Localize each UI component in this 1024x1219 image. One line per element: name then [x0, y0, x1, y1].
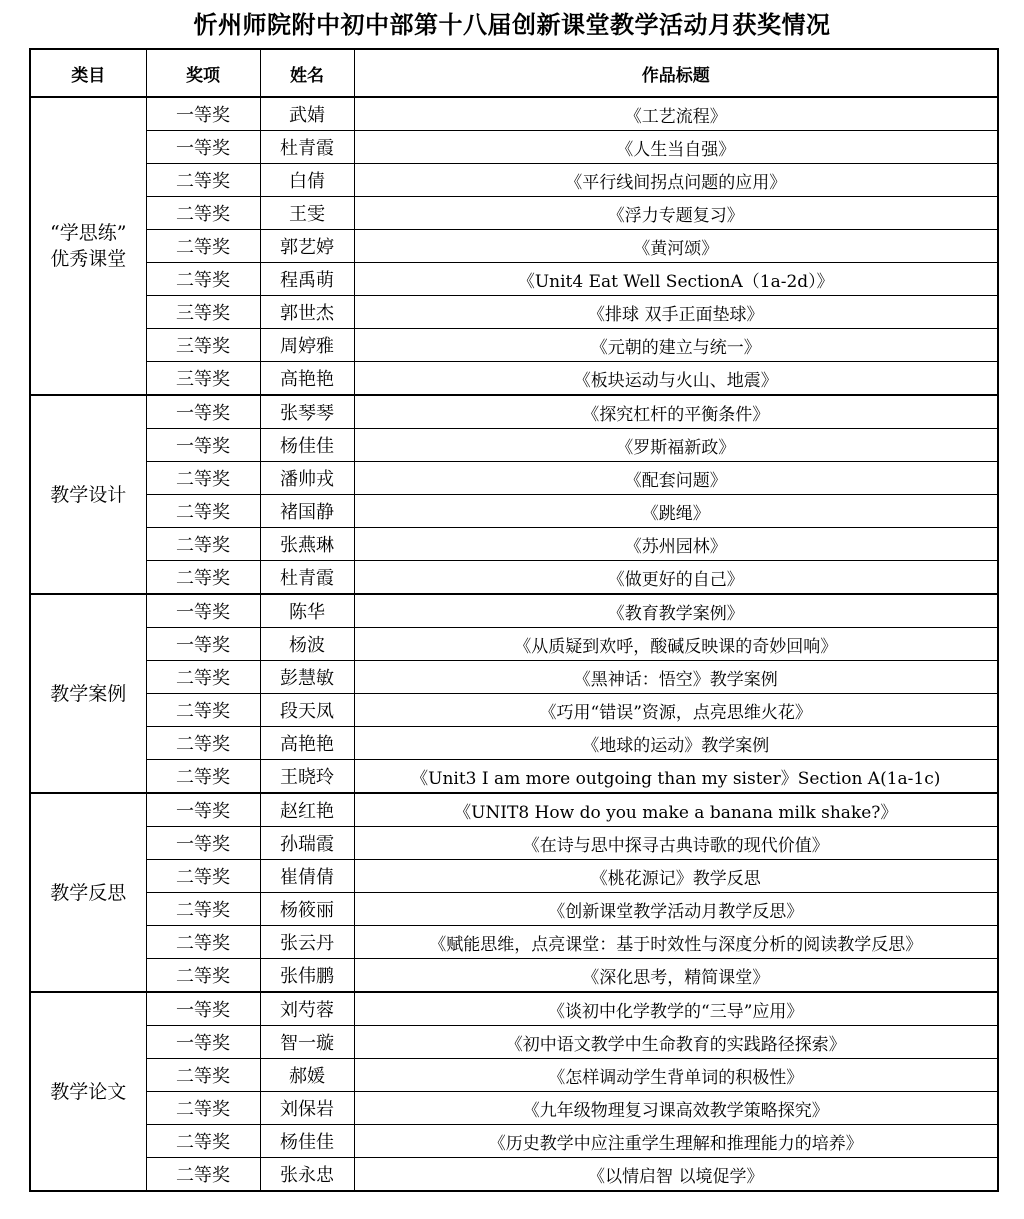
work-title-cell: 《赋能思维，点亮课堂：基于时效性与深度分析的阅读教学反思》: [354, 926, 998, 959]
award-cell: 三等奖: [146, 329, 260, 362]
column-header-work-title: 作品标题: [354, 49, 998, 97]
award-cell: 二等奖: [146, 760, 260, 794]
category-cell: 教学案例: [30, 594, 146, 793]
table-row: [30, 926, 998, 959]
work-title-cell: 《Unit4 Eat Well SectionA（1a-2d）》: [354, 263, 998, 296]
table-row: [30, 661, 998, 694]
name-cell: 程禹萌: [260, 263, 354, 296]
work-title-cell: 《平行线间拐点问题的应用》: [354, 164, 998, 197]
work-title-cell: 《桃花源记》教学反思: [354, 860, 998, 893]
award-cell: 一等奖: [146, 827, 260, 860]
name-cell: 褚国静: [260, 495, 354, 528]
award-cell: 一等奖: [146, 992, 260, 1026]
table-row: [30, 164, 998, 197]
name-cell: 孙瑞霞: [260, 827, 354, 860]
name-cell: 王雯: [260, 197, 354, 230]
table-row: [30, 992, 998, 1026]
work-title-cell: 《在诗与思中探寻古典诗歌的现代价值》: [354, 827, 998, 860]
table-row: [30, 97, 998, 131]
name-cell: 杨佳佳: [260, 1125, 354, 1158]
award-cell: 二等奖: [146, 893, 260, 926]
work-title-cell: 《谈初中化学教学的“三导”应用》: [354, 992, 998, 1026]
name-cell: 郭世杰: [260, 296, 354, 329]
table-row: [30, 131, 998, 164]
table-row: [30, 594, 998, 628]
table-row: [30, 495, 998, 528]
name-cell: 张伟鹏: [260, 959, 354, 993]
award-cell: 二等奖: [146, 860, 260, 893]
name-cell: 杨波: [260, 628, 354, 661]
award-cell: 二等奖: [146, 1059, 260, 1092]
name-cell: 彭慧敏: [260, 661, 354, 694]
work-title-cell: 《怎样调动学生背单词的积极性》: [354, 1059, 998, 1092]
award-cell: 三等奖: [146, 362, 260, 396]
table-row: [30, 893, 998, 926]
award-cell: 一等奖: [146, 97, 260, 131]
table-row: [30, 362, 998, 396]
name-cell: 赵红艳: [260, 793, 354, 827]
work-title-cell: 《初中语文教学中生命教育的实践路径探索》: [354, 1026, 998, 1059]
table-row: [30, 1059, 998, 1092]
name-cell: 杨筱丽: [260, 893, 354, 926]
work-title-cell: 《做更好的自己》: [354, 561, 998, 595]
award-cell: 二等奖: [146, 561, 260, 595]
document-title: 忻州师院附中初中部第十八届创新课堂教学活动月获奖情况: [193, 11, 831, 39]
name-cell: 智一璇: [260, 1026, 354, 1059]
name-cell: 高艳艳: [260, 362, 354, 396]
award-cell: 二等奖: [146, 959, 260, 993]
category-cell: 教学反思: [30, 793, 146, 992]
work-title-cell: 《巧用“错误”资源，点亮思维火花》: [354, 694, 998, 727]
work-title-cell: 《板块运动与火山、地震》: [354, 362, 998, 396]
name-cell: 白倩: [260, 164, 354, 197]
award-cell: 二等奖: [146, 230, 260, 263]
work-title-cell: 《UNIT8 How do you make a banana milk shake?》: [354, 793, 998, 827]
name-cell: 杨佳佳: [260, 429, 354, 462]
award-cell: 一等奖: [146, 628, 260, 661]
name-cell: 张永忠: [260, 1158, 354, 1192]
awards-table-body: [30, 97, 998, 1191]
category-cell: 教学设计: [30, 395, 146, 594]
table-row: [30, 230, 998, 263]
table-row: [30, 1092, 998, 1125]
name-cell: 刘芍蓉: [260, 992, 354, 1026]
award-cell: 三等奖: [146, 296, 260, 329]
name-cell: 段天凤: [260, 694, 354, 727]
award-cell: 二等奖: [146, 661, 260, 694]
work-title-cell: 《Unit3 I am more outgoing than my sister》Section A(1a-1c): [354, 760, 998, 794]
work-title-cell: 《教育教学案例》: [354, 594, 998, 628]
work-title-cell: 《创新课堂教学活动月教学反思》: [354, 893, 998, 926]
column-header-category: 类目: [30, 49, 146, 97]
work-title-cell: 《工艺流程》: [354, 97, 998, 131]
table-row: [30, 1125, 998, 1158]
work-title-cell: 《罗斯福新政》: [354, 429, 998, 462]
table-row: [30, 959, 998, 993]
name-cell: 武婧: [260, 97, 354, 131]
name-cell: 郭艺婷: [260, 230, 354, 263]
name-cell: 陈华: [260, 594, 354, 628]
table-row: [30, 528, 998, 561]
table-row: [30, 860, 998, 893]
column-header-award: 奖项: [146, 49, 260, 97]
name-cell: 杜青霞: [260, 561, 354, 595]
name-cell: 张琴琴: [260, 395, 354, 429]
award-cell: 二等奖: [146, 164, 260, 197]
table-row: [30, 827, 998, 860]
work-title-cell: 《深化思考，精简课堂》: [354, 959, 998, 993]
award-cell: 二等奖: [146, 1158, 260, 1192]
table-row: [30, 296, 998, 329]
work-title-cell: 《黄河颂》: [354, 230, 998, 263]
work-title-cell: 《人生当自强》: [354, 131, 998, 164]
award-cell: 二等奖: [146, 694, 260, 727]
work-title-cell: 《探究杠杆的平衡条件》: [354, 395, 998, 429]
award-cell: 一等奖: [146, 1026, 260, 1059]
table-row: [30, 694, 998, 727]
work-title-cell: 《排球 双手正面垫球》: [354, 296, 998, 329]
category-cell: “学思练” 优秀课堂: [30, 97, 146, 395]
award-cell: 二等奖: [146, 528, 260, 561]
table-row: [30, 1158, 998, 1192]
award-cell: 二等奖: [146, 495, 260, 528]
award-cell: 二等奖: [146, 727, 260, 760]
name-cell: 杜青霞: [260, 131, 354, 164]
table-row: [30, 197, 998, 230]
award-cell: 二等奖: [146, 926, 260, 959]
table-header-row: [30, 49, 998, 97]
work-title-cell: 《跳绳》: [354, 495, 998, 528]
work-title-cell: 《九年级物理复习课高效教学策略探究》: [354, 1092, 998, 1125]
work-title-cell: 《从质疑到欢呼，酸碱反映课的奇妙回响》: [354, 628, 998, 661]
column-header-name: 姓名: [260, 49, 354, 97]
name-cell: 周婷雅: [260, 329, 354, 362]
work-title-cell: 《配套问题》: [354, 462, 998, 495]
award-cell: 一等奖: [146, 793, 260, 827]
work-title-cell: 《苏州园林》: [354, 528, 998, 561]
table-row: [30, 462, 998, 495]
name-cell: 王晓玲: [260, 760, 354, 794]
table-row: [30, 1026, 998, 1059]
name-cell: 崔倩倩: [260, 860, 354, 893]
work-title-cell: 《浮力专题复习》: [354, 197, 998, 230]
award-cell: 二等奖: [146, 197, 260, 230]
work-title-cell: 《以情启智 以境促学》: [354, 1158, 998, 1192]
award-cell: 一等奖: [146, 429, 260, 462]
table-row: [30, 395, 998, 429]
award-cell: 二等奖: [146, 1125, 260, 1158]
name-cell: 刘保岩: [260, 1092, 354, 1125]
name-cell: 高艳艳: [260, 727, 354, 760]
table-row: [30, 628, 998, 661]
name-cell: 郝媛: [260, 1059, 354, 1092]
awards-table: [29, 48, 999, 1192]
name-cell: 张云丹: [260, 926, 354, 959]
award-cell: 一等奖: [146, 594, 260, 628]
work-title-cell: 《历史教学中应注重学生理解和推理能力的培养》: [354, 1125, 998, 1158]
award-cell: 一等奖: [146, 395, 260, 429]
table-row: [30, 329, 998, 362]
work-title-cell: 《地球的运动》教学案例: [354, 727, 998, 760]
award-cell: 二等奖: [146, 1092, 260, 1125]
table-row: [30, 561, 998, 595]
table-row: [30, 263, 998, 296]
table-row: [30, 727, 998, 760]
award-cell: 二等奖: [146, 462, 260, 495]
table-row: [30, 760, 998, 794]
category-cell: 教学论文: [30, 992, 146, 1191]
award-cell: 一等奖: [146, 131, 260, 164]
work-title-cell: 《黑神话：悟空》教学案例: [354, 661, 998, 694]
table-row: [30, 429, 998, 462]
name-cell: 潘帅戎: [260, 462, 354, 495]
work-title-cell: 《元朝的建立与统一》: [354, 329, 998, 362]
award-cell: 二等奖: [146, 263, 260, 296]
table-row: [30, 793, 998, 827]
name-cell: 张燕琳: [260, 528, 354, 561]
